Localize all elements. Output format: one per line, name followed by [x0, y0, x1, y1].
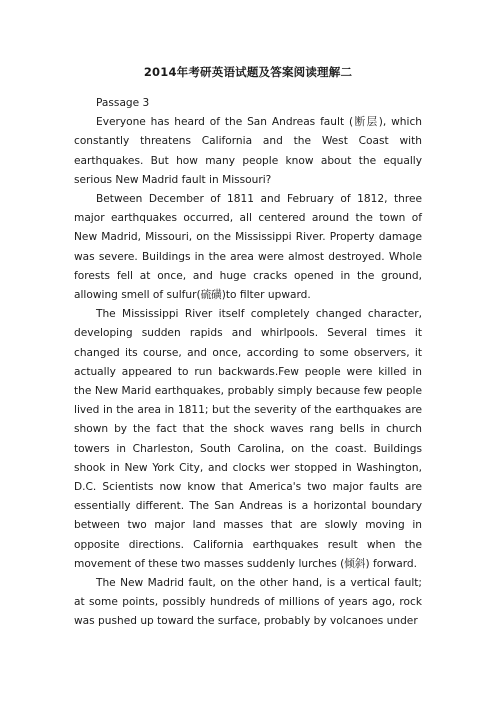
paragraph: Everyone has heard of the San Andreas fault (断层), which constantly threatens California and the West Coast with earthquakes. But how many people know about the equally serious New Madrid fault in Missouri?: [74, 116, 422, 186]
passage-label: Passage 3: [96, 97, 150, 109]
document-title: 2014年考研英语试题及答案阅读理解二: [143, 65, 353, 79]
paragraph: The Mississippi River itself completely changed character, developing sudden rapids and whirlpools. Several times it changed its course, and once, according to some observers, it actually appeared to run backwards.Few people were killed in the New Marid earthquakes, probably simply because few people lived in the area in 1811; but the severity of the earthquakes are shown by the fact that the shock waves rang bells in church towers in Charleston, South Carolina, on the coast. Buildings shook in New York City, and clocks wer stopped in Washington, D.C. Scientists now know that America's two major faults are essentially different. The San Andreas is a horizontal boundary between two major land masses that are slowly moving in opposite directions. California earthquakes result when the movement of these two masses suddenly lurches (倾斜) forward.: [74, 308, 422, 570]
paragraph: The New Madrid fault, on the other hand, is a vertical fault; at some points, possibly hundreds of millions of years ago, rock was pushed up toward the surface, probably by volcanoes under: [74, 577, 422, 628]
paragraph: Between December of 1811 and February of 1812, three major earthquakes occurred, all centered around the town of New Madrid, Missouri, on the Mississippi River. Property damage was severe. Buildings in the area were almost destroyed. Whole forests fell at once, and huge cracks opened in the ground, allowing smell of sulfur(硫磺)to filter upward.: [74, 193, 422, 302]
